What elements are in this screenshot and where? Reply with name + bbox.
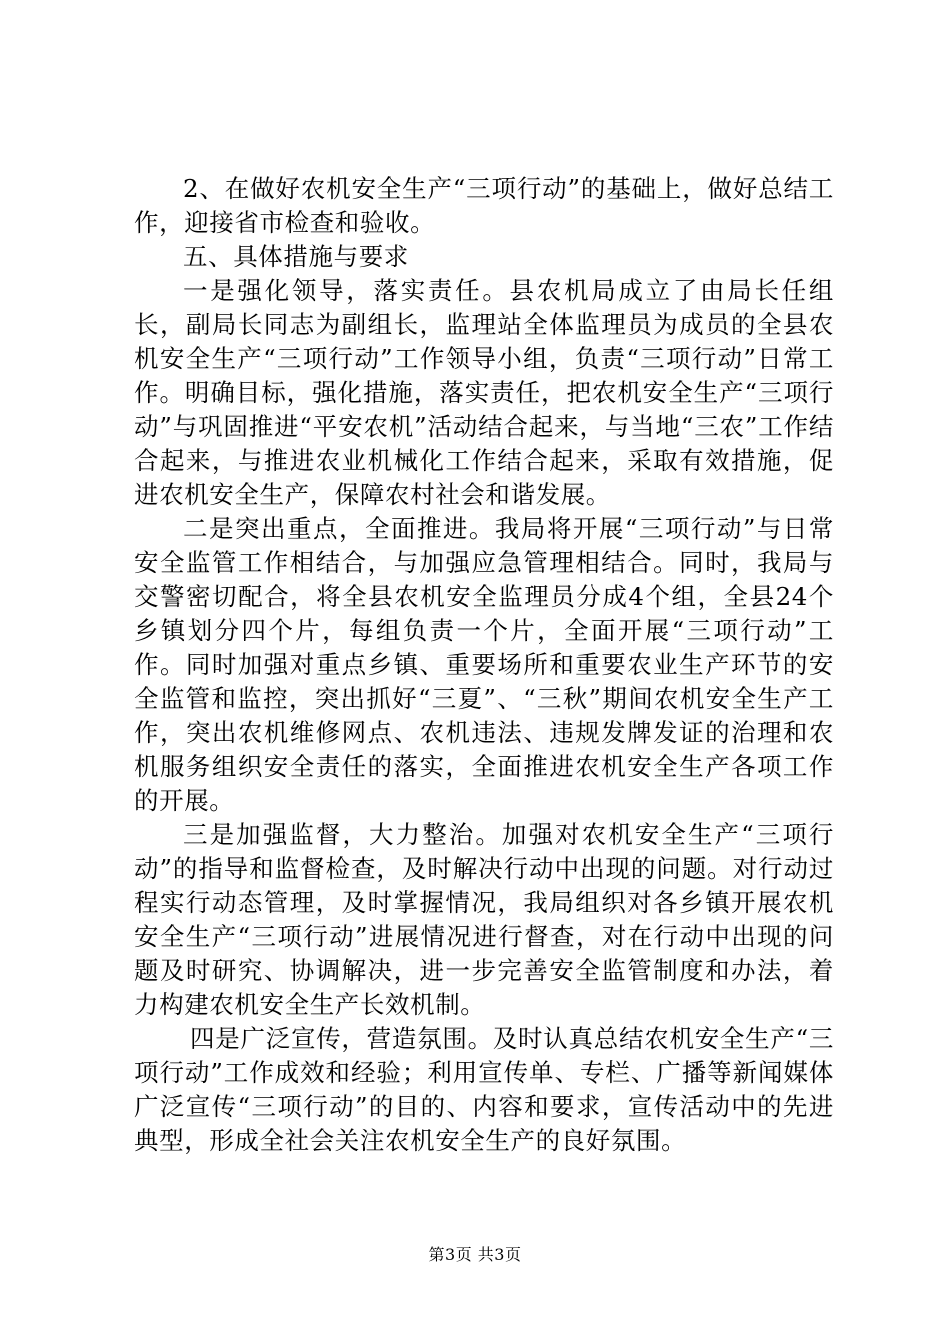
paragraph-publicity: 四是广泛宣传，营造氛围。及时认真总结农机安全生产“三项行动”工作成效和经验；利用宣传单、专栏、广播等新闻媒体广泛宣传“三项行动”的目的、内容和要求，宣传活动中的先进典型，形成全社会关注农机安全生产的良好氛围。 xyxy=(134,1024,834,1155)
section-heading-measures: 五、具体措施与要求 xyxy=(183,242,409,271)
paragraph-summary-work: 2、在做好农机安全生产“三项行动”的基础上，做好总结工作，迎接省市检查和验收。 xyxy=(134,174,834,237)
page-number-footer: 第3页 共3页 xyxy=(428,1245,522,1264)
paragraph-key-points: 二是突出重点，全面推进。我局将开展“三项行动”与日常安全监管工作相结合，与加强应急管理相结合。同时，我局与交警密切配合，将全县农机安全监理员分成4个组，全县24个乡镇划分四个片，每组负责一个片，全面开展“三项行动”工作。同时加强对重点乡镇、重要场所和重要农业生产环节的安全监管和监控，突出抓好“三夏”、“三秋”期间农机安全生产工作，突出农机维修网点、农机违法、违规发牌发证的治理和农机服务组织安全责任的落实，全面推进农机安全生产各项工作的开展。 xyxy=(134,514,834,815)
paragraph-supervision: 三是加强监督，大力整治。加强对农机安全生产“三项行动”的指导和监督检查，及时解决行动中出现的问题。对行动过程实行动态管理，及时掌握情况，我局组织对各乡镇开展农机安全生产“三项行动”进展情况进行督查，对在行动中出现的问题及时研究、协调解决，进一步完善安全监管制度和办法，着力构建农机安全生产长效机制。 xyxy=(134,820,834,1019)
paragraph-leadership: 一是强化领导，落实责任。县农机局成立了由局长任组长，副局长同志为副组长，监理站全体监理员为成员的全县农机安全生产“三项行动”工作领导小组，负责“三项行动”日常工作。明确目标，强化措施，落实责任，把农机安全生产“三项行动”与巩固推进“平安农机”活动结合起来，与当地“三农”工作结合起来，与推进农业机械化工作结合起来，采取有效措施，促进农机安全生产，保障农村社会和谐发展。 xyxy=(134,276,834,509)
document-body xyxy=(134,172,834,1158)
